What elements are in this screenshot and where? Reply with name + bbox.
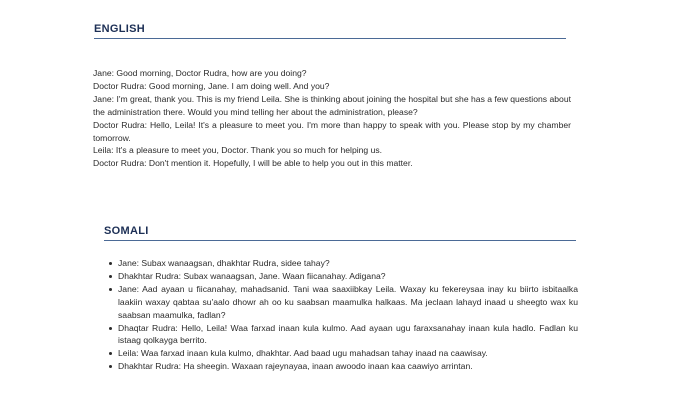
dialogue-line: Jane: Good morning, Doctor Rudra, how are you doing? bbox=[93, 68, 307, 78]
somali-dialogue-list bbox=[104, 257, 578, 373]
list-item: Jane: Aad ayaan u fiicanahay, mahadsanid. Tani waa saaxiibkay Leila. Waxay ku fekereysaa inay ku biirto isbitaalka laakiin waxay qabtaa su'aalo dhowr ah oo ku saabsan maamulka halkaas. Ma jeclaan lahayd inaad u sheegto wax ku saabsan maamulka, fadlan? bbox=[118, 283, 578, 320]
dialogue-line: Doctor Rudra: Hello, Leila! It's a pleasure to meet you. I'm more than happy to speak with you. Please stop by my chamber tomorrow. bbox=[93, 119, 571, 143]
english-heading: ENGLISH bbox=[94, 23, 145, 35]
list-item: Jane: Subax wanaagsan, dhakhtar Rudra, sidee tahay? bbox=[118, 257, 578, 270]
list-item: Dhakhtar Rudra: Subax wanaagsan, Jane. Waan fiicanahay. Adigana? bbox=[118, 270, 578, 283]
dialogue-line: Leila: It's a pleasure to meet you, Doctor. Thank you so much for helping us. bbox=[93, 145, 383, 156]
dialogue-line: Doctor Rudra: Don't mention it. Hopefully, I will be able to help you out in this matter. bbox=[93, 158, 413, 169]
somali-heading: SOMALI bbox=[104, 225, 149, 237]
english-dialogue bbox=[93, 67, 571, 170]
dialogue-line: Doctor Rudra: Good morning, Jane. I am doing well. And you? bbox=[93, 80, 330, 91]
english-divider bbox=[94, 38, 566, 39]
list-item: Dhaqtar Rudra: Hello, Leila! Waa farxad inaan kula kulmo. Aad ayaan ugu faraxsanahay inaan kula hadlo. Fadlan ku istaag qolkayga berrito. bbox=[118, 322, 578, 346]
list-item: Dhakhtar Rudra: Ha sheegin. Waxaan rajeynayaa, inaan awoodo inaan kaa caawiyo arrintan. bbox=[118, 360, 578, 373]
dialogue-line: Jane: I'm great, thank you. This is my friend Leila. She is thinking about joining the hospital but she has a few questions about the administration there. Would you mind telling her about the administration, please? bbox=[93, 93, 571, 117]
somali-divider bbox=[104, 240, 576, 241]
list-item: Leila: Waa farxad inaan kula kulmo, dhakhtar. Aad baad ugu mahadsan tahay inaad na caawisay. bbox=[118, 347, 578, 360]
